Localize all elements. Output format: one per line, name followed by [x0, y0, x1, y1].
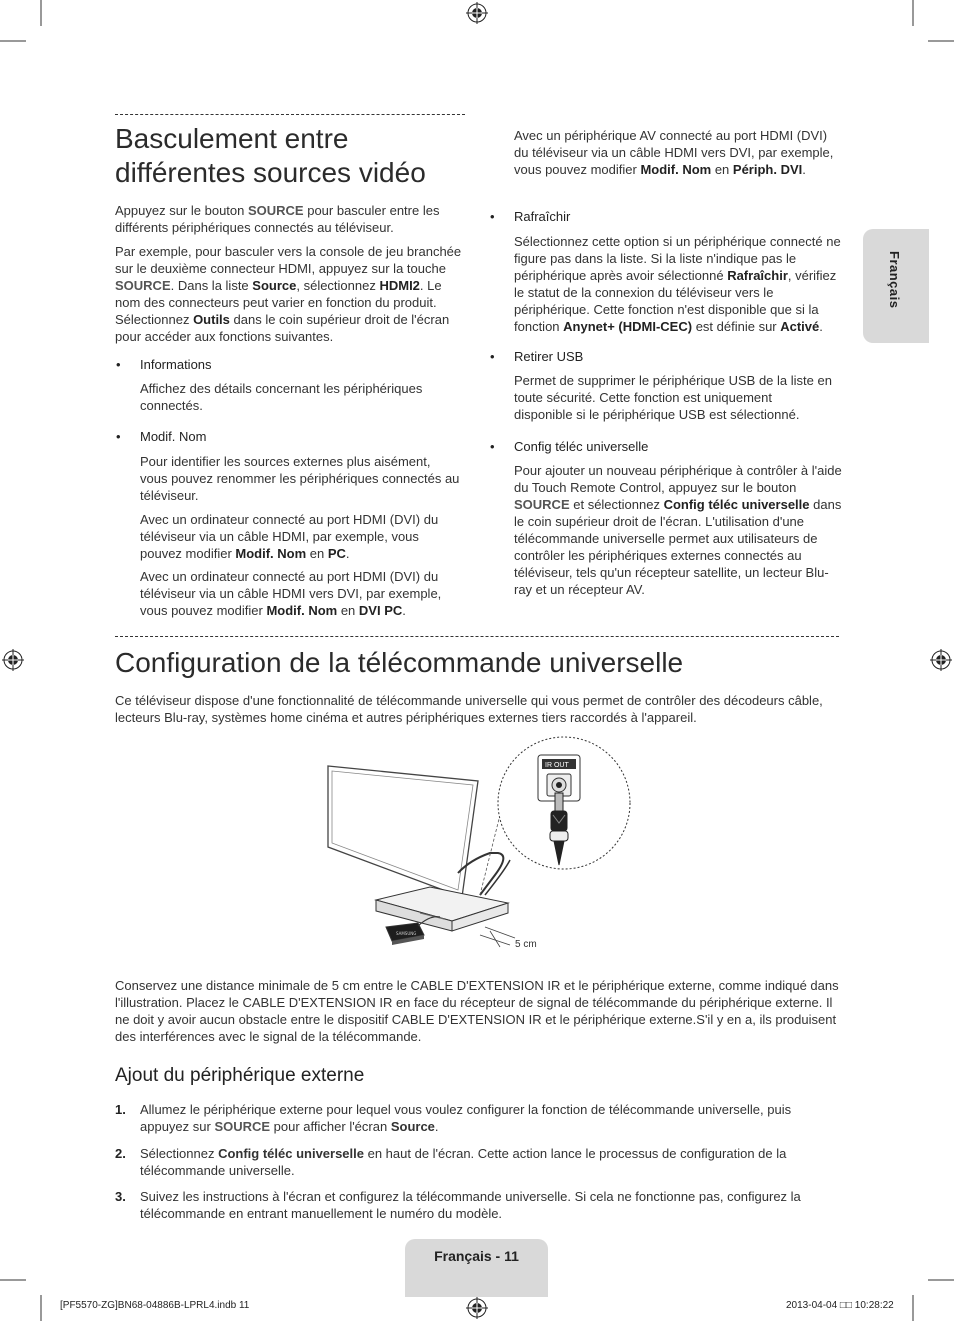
- modif-nom-desc: Pour identifier les sources externes plus aisément, vous pouvez renommer les périphériques connectés au téléviseur.: [140, 454, 460, 503]
- registration-mark-right: [930, 649, 952, 671]
- section-divider-2: [115, 636, 839, 637]
- ir-extension-illustration: [320, 735, 640, 960]
- distance-note: Conservez une distance minimale de 5 cm entre le CABLE D'EXTENSION IR et le périphérique externe, comme indiqué dans l'illustration. Placez le CABLE D'EXTENSION IR en face du récepteur de signal de télécommande du périphérique externe. Il ne doit y avoir aucun obstacle entre le dispositif CABLE D'EXTENSION IR et le périphérique externe.S'il y en a, ils produisent des interférences avec le signal de la télécommande.: [115, 978, 839, 1044]
- page-number-tab: Français - 11: [405, 1239, 548, 1297]
- file-info: [PF5570-ZG]BN68-04886B-LPRL4.indb 11: [60, 1300, 250, 1311]
- section-title-2: Configuration de la télécommande universelle: [115, 647, 684, 678]
- modif-nom-pc: Avec un ordinateur connecté au port HDMI (DVI) du téléviseur via un câble HDMI, par exemple, vous pouvez modifier Modif. Nom en PC.: [140, 512, 439, 561]
- retirer-usb-desc: Permet de supprimer le périphérique USB de la liste en toute sécurité. Cette fonction est uniquement disponible si le périphérique USB est sélectionné.: [514, 373, 832, 422]
- modif-nom-periph-dvi: Avec un périphérique AV connecté au port HDMI (DVI) du téléviseur via un câble HDMI vers DVI, par exemple, vous pouvez modifier Modif. Nom en Périph. DVI.: [514, 128, 834, 177]
- registration-mark-left: [2, 649, 24, 671]
- config-desc: Pour ajouter un nouveau périphérique à contrôler à l'aide du Touch Remote Control, appuyez sur le bouton SOURCE et sélectionnez Config téléc universelle dans le coin supérieur droit de l'écran. L'utilisation d'une télécommande universelle permet aux utilisateurs de contrôler les périphériques externes connectés au téléviseur, tels qu'un récepteur satellite, un lecteur Blu-ray et un récepteur AV.: [514, 463, 842, 597]
- language-tab: Français: [863, 229, 929, 343]
- step-3: 3. Suivez les instructions à l'écran et configurez la télécommande universelle. Si cela ne fonctionne pas, configurez la télécommande en entrant manuellement le numéro du modèle.: [115, 1189, 801, 1221]
- section-title: Basculement entre différentes sources vidéo: [115, 123, 426, 188]
- svg-text:IR OUT: IR OUT: [545, 762, 569, 769]
- section-divider: [115, 114, 465, 115]
- print-date: 2013-04-04 □□ 10:28:22: [786, 1300, 894, 1311]
- example-paragraph: Par exemple, pour basculer vers la console de jeu branchée sur le deuxième connecteur HDMI, appuyez sur la touche SOURCE. Dans la liste Source, sélectionnez HDMI2. Le nom des connecteurs peut varier en fonction du produit. Sélectionnez Outils dans le coin supérieur droit de l'écran pour accéder aux fonctions suivantes.: [115, 244, 462, 344]
- set-top-box-icon: [376, 887, 508, 931]
- intro-paragraph: Appuyez sur le bouton SOURCE pour basculer entre les différents périphériques connectés au téléviseur.: [115, 203, 440, 235]
- universal-remote-intro: Ce téléviseur dispose d'une fonctionnalité de télécommande universelle qui vous permet de contrôler des décodeurs câble, lecteurs Blu-ray, systèmes home cinéma et autres périphériques externes tiers raccordés à l'appareil.: [115, 693, 823, 725]
- subsection-title: Ajout du périphérique externe: [115, 1065, 365, 1086]
- svg-text:SAMSUNG: SAMSUNG: [396, 931, 417, 936]
- step-2: 2. Sélectionnez Config téléc universelle en haut de l'écran. Cette action lance le processus de configuration de la télécommande universelle.: [115, 1146, 787, 1178]
- tv-icon: [328, 766, 478, 897]
- informations-desc: Affichez des détails concernant les périphériques connectés.: [140, 381, 423, 413]
- modif-nom-dvi-pc: Avec un ordinateur connecté au port HDMI (DVI) du téléviseur via un câble HDMI vers DVI, par exemple, vous pouvez modifier Modif. Nom en DVI PC.: [140, 569, 442, 618]
- registration-mark-top: [466, 2, 488, 24]
- rafraichir-desc: Sélectionnez cette option si un périphérique connecté ne figure pas dans la liste. Si la liste n'indique pas le périphérique après avoir sélectionné Rafraîchir, vérifiez le statut de la connexion du téléviseur vers le périphérique. Cette fonction n'est disponible que si la fonction Anynet+ (HDMI-CEC) est définie sur Activé.: [514, 234, 841, 334]
- registration-mark-bottom: [466, 1297, 488, 1319]
- distance-label: 5 cm: [515, 939, 537, 950]
- step-1: 1. Allumez le périphérique externe pour lequel vous voulez configurer la fonction de télécommande universelle, puis appuyez sur SOURCE pour afficher l'écran Source.: [115, 1102, 792, 1134]
